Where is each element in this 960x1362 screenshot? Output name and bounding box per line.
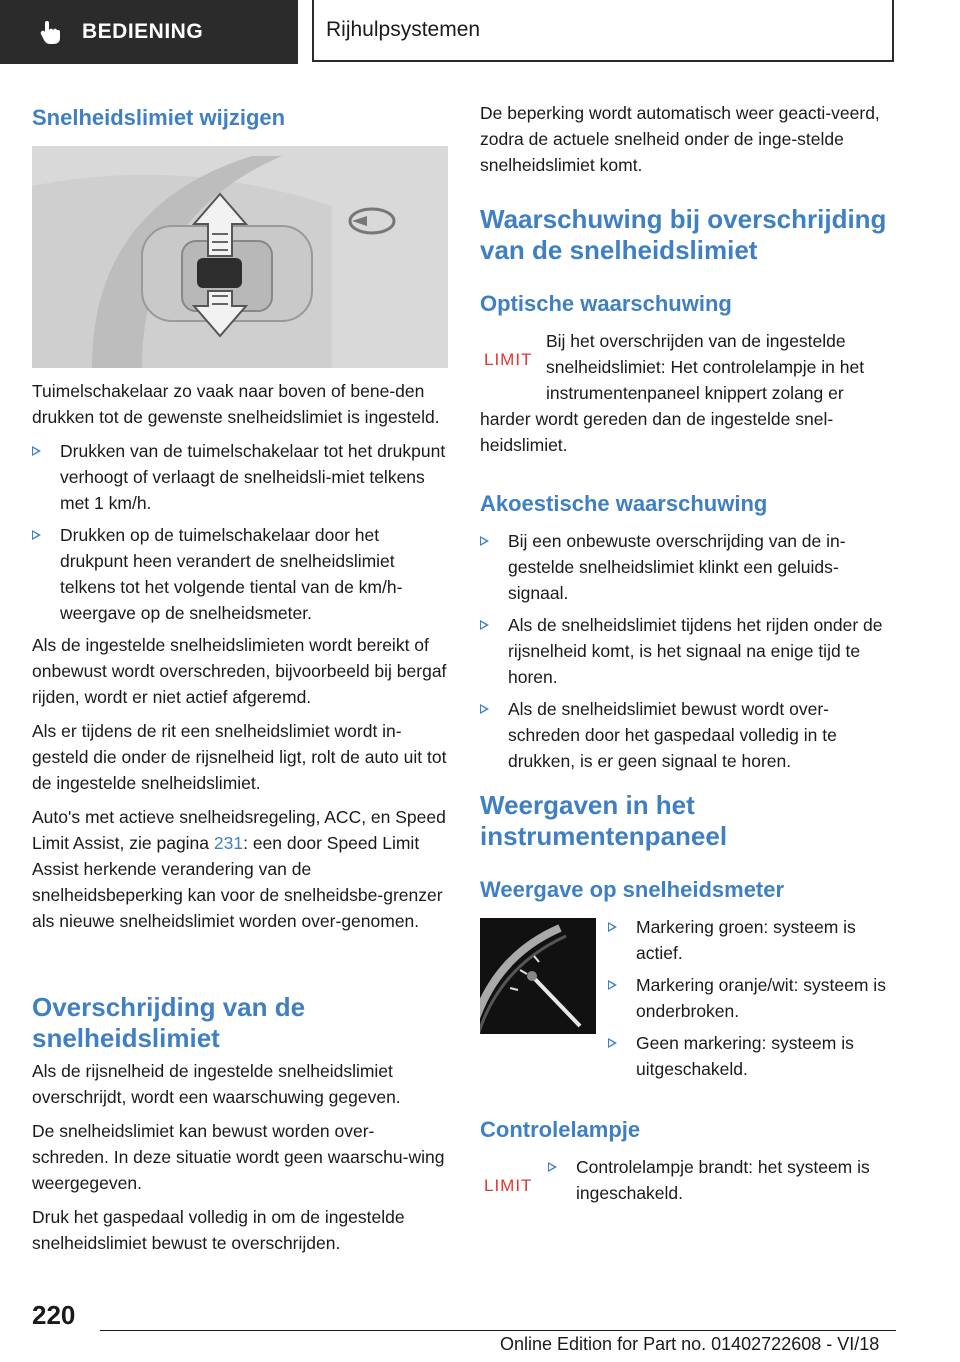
footer-divider: [100, 1330, 896, 1331]
limit-indicator-icon: LIMIT: [484, 1176, 533, 1195]
paragraph: Bij het overschrijden van de ingestelde snelheidslimiet: Het controlelampje in het instrumentenpaneel knippert zolang er harder wordt gereden dan de ingestelde snel-heidslimiet.: [480, 331, 865, 455]
paragraph: De snelheidslimiet kan bewust worden over-schreden. In deze situatie wordt geen waarschu-wing weergegeven.: [32, 1121, 445, 1193]
paragraph: De beperking wordt automatisch weer geacti-veerd, zodra de actuele snelheid onder de inge-stelde snelheidslimiet komt.: [480, 103, 880, 175]
heading-instrument-display: Weergaven in het instrumentenpaneel: [480, 790, 728, 851]
bullet-list: [480, 528, 896, 774]
section-label: BEDIENING: [82, 20, 204, 43]
bullet-list: [32, 438, 448, 626]
list-item: Drukken van de tuimelschakelaar tot het drukpunt verhoogt of verlaagt de snelheidsli-miet telkens met 1 km/h.: [32, 438, 448, 516]
triangle-bullet-icon: [32, 446, 41, 456]
chapter-title: Rijhulpsystemen: [326, 18, 481, 41]
list-item: Controlelampje brandt: het systeem is ingeschakeld.: [548, 1154, 896, 1206]
speedometer-image: [480, 918, 596, 1034]
list-item: Drukken op de tuimelschakelaar door het drukpunt heen verandert de snelheidslimiet telkens tot het volgende tiental van de km/h-weergave op de snelheidsmeter.: [32, 522, 448, 626]
triangle-bullet-icon: [480, 536, 489, 546]
triangle-bullet-icon: [32, 530, 41, 540]
paragraph: Als de rijsnelheid de ingestelde snelheidslimiet overschrijdt, wordt een waarschuwing gegeven.: [32, 1061, 401, 1107]
chapter-header: [312, 0, 894, 62]
list-item: Markering groen: systeem is actief.: [608, 914, 896, 966]
paragraph: Tuimelschakelaar zo vaak naar boven of bene-den drukken tot de gewenste snelheidslimiet is ingesteld.: [32, 381, 440, 427]
section-tab: [0, 0, 298, 64]
paragraph: Auto's met actieve snelheidsregeling, ACC, en Speed Limit Assist, zie pagina 231: een door Speed Limit Assist herkende verandering van de snelheidsbeperking kan voor de snelheidsbe-grenzer als nieuwe snelheidslimiet worden over-genomen.: [32, 807, 446, 931]
list-item: Markering oranje/wit: systeem is onderbroken.: [608, 972, 896, 1024]
paragraph: Druk het gaspedaal volledig in om de ingestelde snelheidslimiet bewust te overschrijden.: [32, 1207, 405, 1253]
triangle-bullet-icon: [608, 922, 617, 932]
heading-speed-limit-change: Snelheidslimiet wijzigen: [32, 105, 286, 130]
triangle-bullet-icon: [480, 704, 489, 714]
bullet-list: [548, 1154, 896, 1206]
edition-note: Online Edition for Part no. 01402722608 - VI/18: [500, 1334, 880, 1354]
list-item: Bij een onbewuste overschrijding van de in-gestelde snelheidslimiet klinkt een geluids-signaal.: [480, 528, 896, 606]
heading-optical-warning: Optische waarschuwing: [480, 291, 732, 316]
hand-pointer-icon: [36, 17, 66, 47]
triangle-bullet-icon: [548, 1162, 557, 1172]
paragraph: Als er tijdens de rit een snelheidslimiet wordt in-gesteld die onder de rijsnelheid ligt, rolt de auto uit tot de ingestelde snelheidslimiet.: [32, 721, 447, 793]
heading-indicator-light: Controlelampje: [480, 1117, 641, 1142]
bullet-list: [608, 914, 896, 1082]
heading-warning-exceed: Waarschuwing bij overschrijding van de snelheidslimiet: [480, 204, 887, 265]
triangle-bullet-icon: [608, 980, 617, 990]
steering-wheel-rocker-image: [32, 146, 448, 368]
limit-indicator-icon: LIMIT: [484, 350, 533, 369]
heading-speed-limit-exceed: Overschrijding van de snelheidslimiet: [32, 992, 306, 1053]
triangle-bullet-icon: [480, 620, 489, 630]
list-item: Als de snelheidslimiet tijdens het rijden onder de rijsnelheid komt, is het signaal na enige tijd te horen.: [480, 612, 896, 690]
heading-speedometer-display: Weergave op snelheidsmeter: [480, 877, 785, 902]
list-item: Als de snelheidslimiet bewust wordt over-schreden door het gaspedaal volledig in te drukken, is er geen signaal te horen.: [480, 696, 896, 774]
page-number: 220: [32, 1300, 76, 1330]
paragraph: Als de ingestelde snelheidslimieten wordt bereikt of onbewust wordt overschreden, bijvoorbeeld bij bergaf rijden, wordt er niet actief afgeremd.: [32, 635, 447, 707]
triangle-bullet-icon: [608, 1038, 617, 1048]
heading-acoustic-warning: Akoestische waarschuwing: [480, 491, 768, 516]
page-link[interactable]: 231: [213, 833, 244, 853]
list-item: Geen markering: systeem is uitgeschakeld.: [608, 1030, 896, 1082]
